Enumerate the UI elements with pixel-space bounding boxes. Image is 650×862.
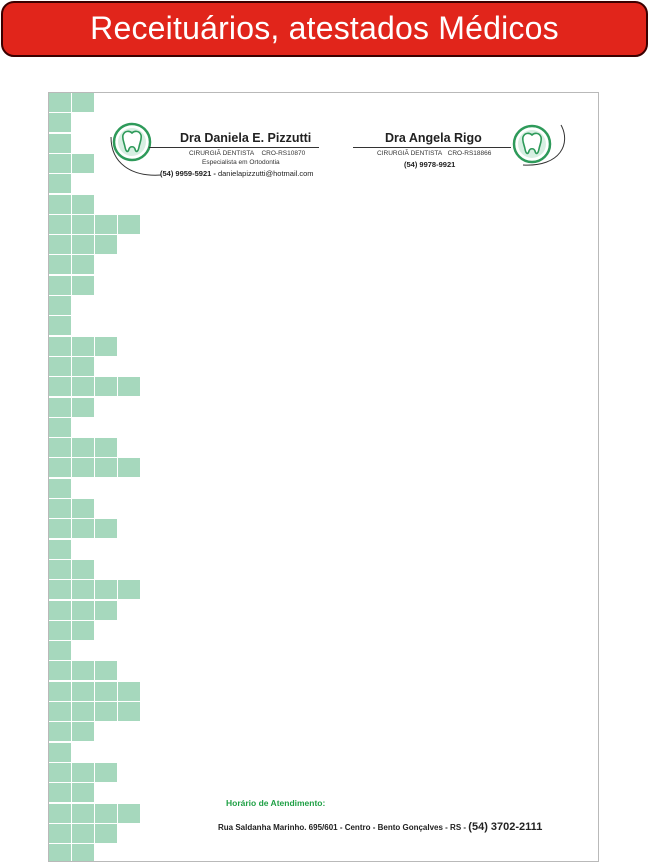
decorative-tile bbox=[49, 316, 72, 336]
decorative-tile bbox=[49, 661, 72, 681]
decorative-tile bbox=[72, 844, 95, 862]
logo-swoosh bbox=[515, 121, 571, 171]
decorative-tile bbox=[49, 763, 72, 783]
banner-title: Receituários, atestados Médicos bbox=[90, 9, 559, 46]
decorative-tile bbox=[49, 641, 72, 661]
decorative-tile bbox=[95, 682, 118, 702]
decorative-tile bbox=[95, 804, 118, 824]
decorative-tile bbox=[72, 682, 95, 702]
decorative-tile bbox=[72, 215, 95, 235]
decorative-tile bbox=[72, 93, 95, 113]
decorative-tile bbox=[49, 398, 72, 418]
decorative-tile bbox=[49, 682, 72, 702]
decorative-tile bbox=[72, 499, 95, 519]
decorative-tile bbox=[72, 438, 95, 458]
decorative-tile bbox=[49, 93, 72, 113]
decorative-tile bbox=[72, 337, 95, 357]
decorative-tile bbox=[72, 702, 95, 722]
decorative-tile bbox=[72, 722, 95, 742]
decorative-tile bbox=[72, 560, 95, 580]
decorative-tile bbox=[72, 621, 95, 641]
decorative-tile bbox=[49, 357, 72, 377]
decorative-tile bbox=[118, 804, 141, 824]
decorative-tile bbox=[49, 134, 72, 154]
decorative-tile bbox=[95, 519, 118, 539]
decorative-tile bbox=[72, 824, 95, 844]
decorative-tile bbox=[49, 337, 72, 357]
decorative-tile bbox=[72, 661, 95, 681]
header-rule-right bbox=[353, 147, 511, 148]
decorative-tile bbox=[49, 377, 72, 397]
decorative-tile bbox=[95, 458, 118, 478]
office-hours-label: Horário de Atendimento: bbox=[226, 798, 326, 808]
decorative-tile bbox=[95, 235, 118, 255]
decorative-tile bbox=[49, 215, 72, 235]
decorative-tile bbox=[72, 195, 95, 215]
decorative-tile bbox=[49, 255, 72, 275]
decorative-tile bbox=[49, 113, 72, 133]
decorative-tile bbox=[118, 580, 141, 600]
decorative-tile bbox=[49, 824, 72, 844]
doctor-left-specialty: CIRURGIÃ DENTISTA CRO-RS10870 bbox=[189, 150, 306, 157]
decorative-tile bbox=[49, 499, 72, 519]
decorative-tile bbox=[118, 702, 141, 722]
page-banner bbox=[1, 1, 648, 57]
decorative-tile bbox=[49, 540, 72, 560]
decorative-tile bbox=[95, 824, 118, 844]
address-line: Rua Saldanha Marinho. 695/601 - Centro - Bento Gonçalves - RS - (54) 3702-2111 bbox=[218, 821, 543, 833]
decorative-tile bbox=[95, 702, 118, 722]
decorative-tile bbox=[72, 458, 95, 478]
decorative-tile bbox=[49, 519, 72, 539]
doctor-left-contact: (54) 9959-5921 - danielapizzutti@hotmail.com bbox=[160, 169, 314, 178]
decorative-tile bbox=[49, 479, 72, 499]
decorative-tile bbox=[72, 235, 95, 255]
decorative-tile bbox=[49, 722, 72, 742]
decorative-tile bbox=[49, 276, 72, 296]
decorative-tile bbox=[49, 743, 72, 763]
doctor-right-name: Dra Angela Rigo bbox=[385, 131, 482, 145]
decorative-tile bbox=[49, 458, 72, 478]
decorative-tile bbox=[95, 215, 118, 235]
decorative-tile bbox=[72, 377, 95, 397]
decorative-tile bbox=[49, 174, 72, 194]
decorative-tile bbox=[49, 296, 72, 316]
decorative-tile bbox=[49, 235, 72, 255]
decorative-tile bbox=[118, 682, 141, 702]
decorative-tile bbox=[95, 601, 118, 621]
decorative-tile bbox=[72, 783, 95, 803]
decorative-tile bbox=[49, 783, 72, 803]
decorative-tile-mosaic bbox=[49, 93, 149, 862]
decorative-tile bbox=[118, 215, 141, 235]
decorative-tile bbox=[49, 621, 72, 641]
decorative-tile bbox=[72, 804, 95, 824]
header-rule-left bbox=[149, 147, 319, 148]
doctor-left-name: Dra Daniela E. Pizzutti bbox=[180, 131, 312, 145]
doctor-right-specialty: CIRURGIÃ DENTISTA CRO-RS18866 bbox=[377, 150, 492, 157]
decorative-tile bbox=[72, 276, 95, 296]
decorative-tile bbox=[118, 377, 141, 397]
decorative-tile bbox=[49, 560, 72, 580]
decorative-tile bbox=[72, 255, 95, 275]
decorative-tile bbox=[95, 438, 118, 458]
decorative-tile bbox=[49, 601, 72, 621]
decorative-tile bbox=[72, 154, 95, 174]
decorative-tile bbox=[118, 458, 141, 478]
decorative-tile bbox=[49, 195, 72, 215]
decorative-tile bbox=[49, 154, 72, 174]
decorative-tile bbox=[72, 519, 95, 539]
decorative-tile bbox=[95, 580, 118, 600]
decorative-tile bbox=[72, 763, 95, 783]
decorative-tile bbox=[49, 418, 72, 438]
decorative-tile bbox=[49, 438, 72, 458]
decorative-tile bbox=[49, 804, 72, 824]
decorative-tile bbox=[72, 357, 95, 377]
decorative-tile bbox=[95, 763, 118, 783]
decorative-tile bbox=[72, 398, 95, 418]
doctor-right-contact: (54) 9978-9921 bbox=[404, 160, 456, 169]
office-phone: (54) 3702-2111 bbox=[468, 821, 543, 833]
prescription-sheet bbox=[48, 92, 599, 862]
decorative-tile bbox=[72, 580, 95, 600]
decorative-tile bbox=[49, 844, 72, 862]
decorative-tile bbox=[49, 580, 72, 600]
decorative-tile bbox=[49, 702, 72, 722]
decorative-tile bbox=[95, 337, 118, 357]
decorative-tile bbox=[95, 377, 118, 397]
doctor-left-extra: Especialista em Ortodontia bbox=[202, 159, 280, 166]
decorative-tile bbox=[72, 601, 95, 621]
decorative-tile bbox=[95, 661, 118, 681]
